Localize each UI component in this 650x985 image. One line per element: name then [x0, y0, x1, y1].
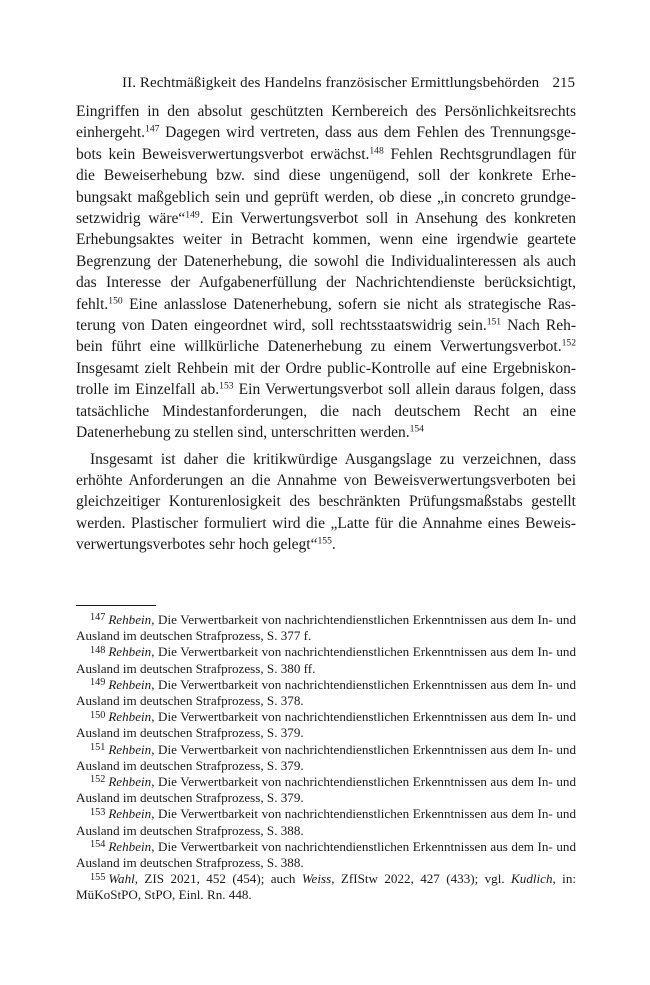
footnote-153 — [76, 806, 576, 838]
footnote-separator — [76, 605, 156, 606]
text-run: Ein Verwertungsverbot soll allein daraus folgen, dass tatsächliche Mindestanforderungen, die nach deutschem Recht an eine Datenerhebung zu stellen sind, unterschritten werden. — [76, 381, 576, 442]
footnote-155 — [76, 871, 576, 903]
footnote-text: , Die Verwertbarkeit von nachrichtendienstlichen Erkenntnissen aus dem In- und Ausland im deutschen Strafprozess, S. 379. — [76, 741, 576, 773]
footnote-ref-154[interactable]: 154 — [409, 423, 424, 435]
text-run: . Ein Verwertungsverbot soll in Ansehung des konkreten Erhebungsaktes weiter in Betracht kommen, wenn eine irgendwie geartete Begrenzung der Datenerhebung, die sowohl die Individualinteressen als auch das Interesse der Aufgabenerfüllung der Nachrichtendienste berücksichtigt, fehlt. — [76, 210, 576, 313]
footnote-text: , in: MüKoStPO, StPO, Einl. Rn. 448. — [76, 871, 577, 903]
footnote-149 — [76, 677, 576, 709]
footnote-number: 151 — [90, 742, 106, 754]
footnote-ref-152[interactable]: 152 — [561, 338, 576, 350]
footnote-text: , Die Verwertbarkeit von nachrichtendienstlichen Erkenntnissen aus dem In- und Ausland im deutschen Strafprozess, S. 380 ff. — [76, 644, 576, 676]
footnote-number: 148 — [90, 644, 106, 656]
footnote-author: Wahl — [108, 871, 135, 887]
footnote-number: 149 — [90, 677, 106, 689]
footnote-author: Rehbein — [108, 838, 152, 854]
footnote-text: , ZfIStw 2022, 427 (433); vgl. — [331, 871, 512, 887]
text-run: Dagegen wird vertreten, dass aus dem Fehlen des Trennungsgebots kein Beweisverwertungsverbot erwächst. — [76, 124, 576, 163]
body-text — [76, 101, 576, 556]
footnote-ref-153[interactable]: 153 — [219, 381, 234, 392]
text-run: Nach Rehbein führt eine willkürliche Datenerhebung zu einem Verwertungsverbot. — [76, 317, 577, 356]
text-run: Insgesamt zielt Rehbein mit der Ordre public-Kontrolle auf eine Ergebniskontrolle im Einzelfall ab. — [76, 359, 576, 399]
footnote-author: Rehbein — [108, 612, 152, 627]
text-run: Fehlen Rechtsgrundlagen für die Beweiserhebung bzw. sind diese ungenügend, soll der konkrete Erhebungsakt maßgeblich sein und geprüft werden, ob diese „in concreto grundgesetzwidrig wäre“ — [76, 145, 576, 228]
footnote-ref-148[interactable]: 148 — [369, 145, 384, 157]
footnotes — [76, 612, 576, 904]
footnote-150 — [76, 709, 576, 741]
footnote-ref-155[interactable]: 155 — [317, 535, 332, 547]
paragraph-2 — [76, 449, 576, 556]
footnote-number: 155 — [90, 871, 106, 883]
footnote-author: Rehbein — [108, 709, 152, 725]
footnote-text: , ZIS 2021, 452 (454); auch — [134, 871, 302, 887]
footnote-ref-150[interactable]: 150 — [108, 295, 123, 307]
footnote-text: , Die Verwertbarkeit von nachrichtendienstlichen Erkenntnissen aus dem In- und Ausland im deutschen Strafprozess, S. 378. — [76, 676, 576, 709]
footnote-author: Kudlich — [511, 871, 553, 887]
text-run: Eine anlasslose Datenerhebung, sofern sie nicht als strategische Rasterung von Daten eingeordnet wird, soll rechtsstaatswidrig sein. — [76, 295, 576, 335]
footnote-148 — [76, 644, 576, 676]
text-run: . — [331, 536, 336, 554]
footnote-ref-151[interactable]: 151 — [486, 316, 502, 328]
footnote-number: 147 — [90, 612, 106, 624]
footnote-author: Weiss — [301, 871, 332, 887]
footnote-number: 150 — [90, 709, 106, 721]
page-header — [122, 72, 575, 94]
footnote-text: , Die Verwertbarkeit von nachrichtendienstlichen Erkenntnissen aus dem In- und Ausland im deutschen Strafprozess, S. 379. — [76, 774, 576, 806]
text-run: Insgesamt ist daher die kritikwürdige Ausgangslage zu verzeichnen, dass erhöhte Anforderungen an die Annahme von Beweisverwertungsverboten bei gleichzeitiger Konturenlosigkeit des beschränkten Prüfungsmaßstabs gestellt werden. Plastischer formuliert wird die „Latte für die Annahme eines Beweisverwertungsverbotes sehr hoch gelegt“ — [76, 450, 576, 554]
footnote-number: 154 — [90, 839, 106, 851]
footnote-number: 153 — [90, 806, 106, 818]
footnote-text: , Die Verwertbarkeit von nachrichtendienstlichen Erkenntnissen aus dem In- und Ausland im deutschen Strafprozess, S. 379. — [76, 709, 576, 741]
footnote-152 — [76, 774, 576, 806]
footnote-number: 152 — [90, 774, 106, 786]
footnote-author: Rehbein — [108, 676, 152, 692]
running-head: II. Rechtmäßigkeit des Handelns französischer Ermittlungsbehörden — [122, 75, 540, 91]
footnote-ref-149[interactable]: 149 — [185, 209, 200, 221]
footnote-text: , Die Verwertbarkeit von nachrichtendienstlichen Erkenntnissen aus dem In- und Ausland im deutschen Strafprozess, S. 377 f. — [76, 612, 576, 644]
paragraph-1 — [76, 101, 576, 444]
text-run: Eingriffen in den absolut geschützten Kernbereich des Persönlichkeitsrechts einhergeht. — [76, 103, 576, 142]
footnote-text: , Die Verwertbarkeit von nachrichtendienstlichen Erkenntnissen aus dem In- und Ausland im deutschen Strafprozess, S. 388. — [76, 838, 576, 871]
page-number: 215 — [552, 75, 575, 91]
footnote-author: Rehbein — [108, 741, 152, 757]
footnote-147 — [76, 612, 576, 644]
footnote-author: Rehbein — [108, 774, 152, 790]
footnote-154 — [76, 839, 576, 871]
footnote-author: Rehbein — [108, 806, 152, 822]
footnote-ref-147[interactable]: 147 — [145, 124, 160, 136]
footnote-author: Rehbein — [108, 644, 152, 660]
footnote-text: , Die Verwertbarkeit von nachrichtendienstlichen Erkenntnissen aus dem In- und Ausland im deutschen Strafprozess, S. 388. — [76, 806, 576, 838]
footnote-151 — [76, 742, 576, 774]
